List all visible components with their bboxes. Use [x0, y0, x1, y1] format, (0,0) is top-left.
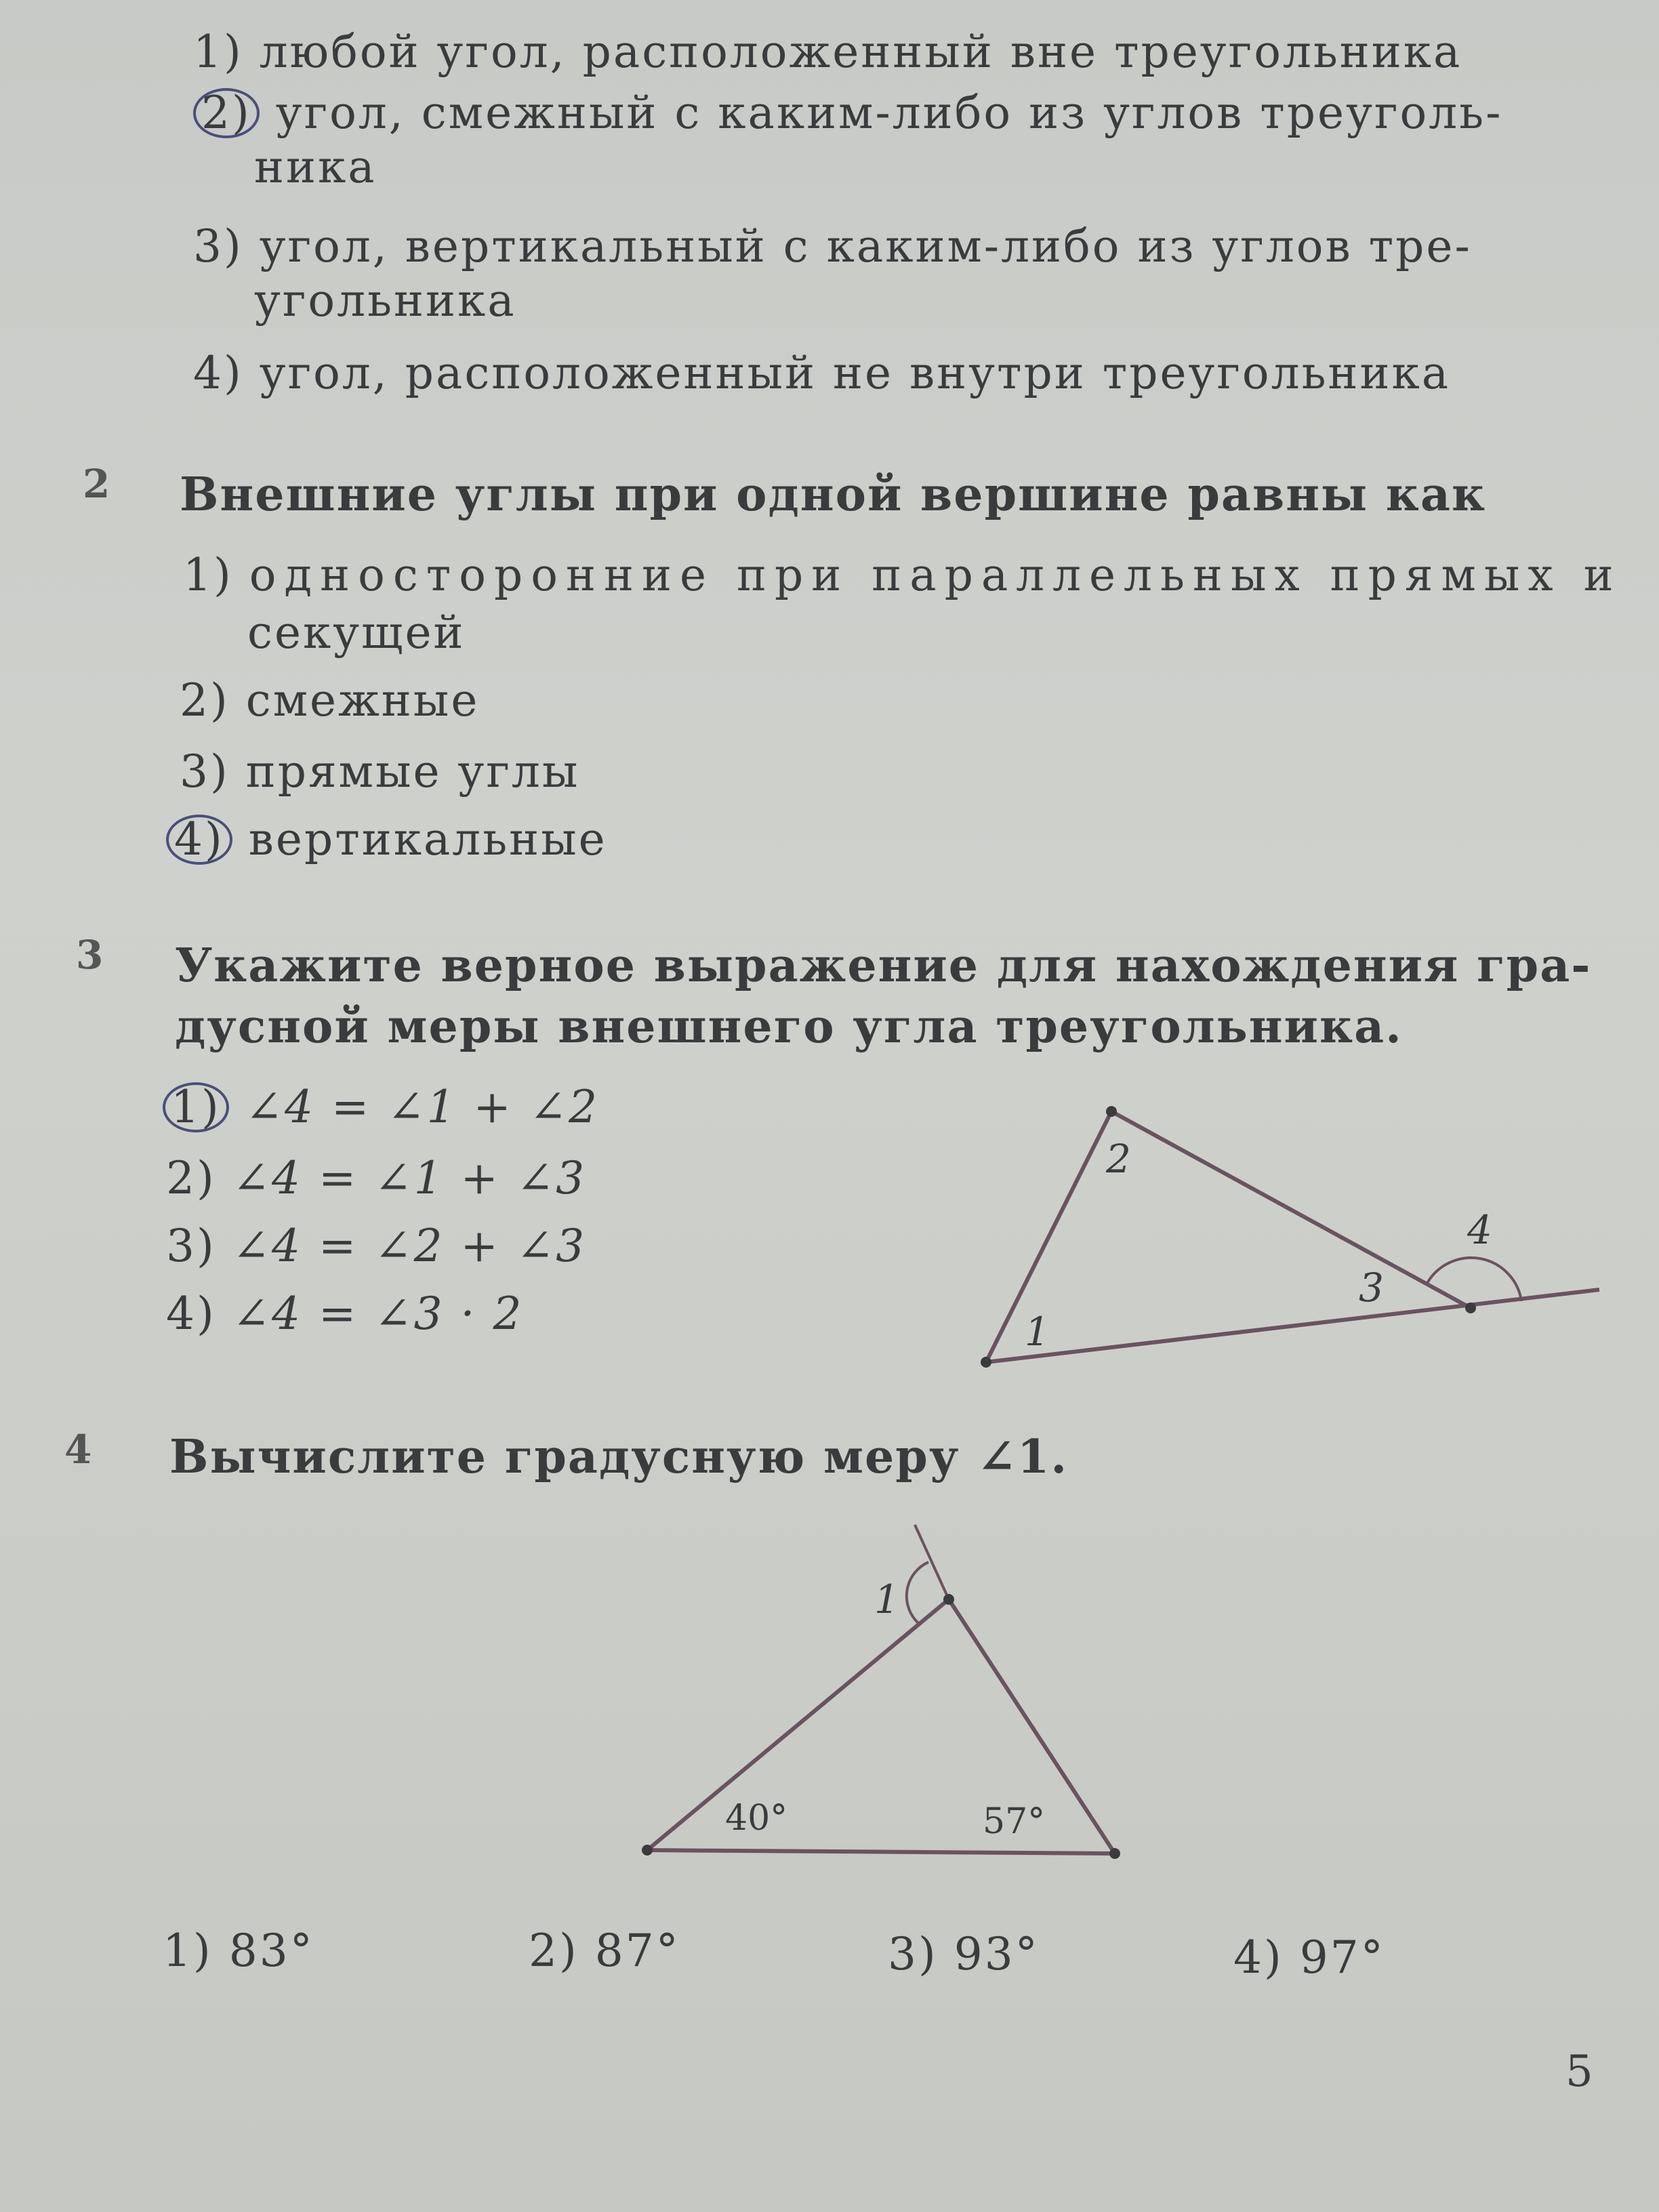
- q4-answer-1: [163, 1925, 314, 1977]
- q2-option-3-text: прямые углы: [245, 745, 580, 798]
- q4-label-57: 57°: [983, 1801, 1046, 1842]
- q1-option-3-text: угол, вертикальный с каким-либо из углов тре-: [259, 220, 1472, 272]
- q2-option-4: [166, 813, 607, 865]
- q1-option-1-text: любой угол, расположенный вне треугольника: [259, 26, 1462, 78]
- q3-question-line1: Укажите верное выражение для нахождения гра-: [175, 939, 1592, 993]
- q3-option-2-text: ∠4 = ∠1 + ∠3: [232, 1152, 587, 1204]
- q4-question: Вычислите градусную меру ∠1.: [169, 1430, 1068, 1484]
- q4-vertex-top: [943, 1594, 954, 1605]
- q4-answer-3-text: 93°: [954, 1928, 1040, 1980]
- q2-option-3-num: 3): [180, 745, 230, 798]
- q3-option-3: [166, 1220, 586, 1272]
- q4-vertex-right: [1109, 1848, 1120, 1859]
- q3-label-3: 3: [1359, 1265, 1384, 1311]
- q3-option-2-num: 2): [166, 1152, 216, 1204]
- q1-option-4: [193, 347, 1450, 399]
- q4-angle-1-arc: [907, 1562, 928, 1623]
- q4-answer-2-text: 87°: [594, 1925, 680, 1977]
- q1-option-4-text: угол, расположенный не внутри треугольника: [259, 347, 1451, 399]
- q1-option-3-cont: угольника: [254, 274, 516, 327]
- q1-option-1-num: 1): [193, 26, 243, 78]
- q4-answer-4-text: 97°: [1299, 1931, 1385, 1984]
- q3-angle-4-arc: [1427, 1258, 1521, 1301]
- q3-base-extended: [986, 1290, 1599, 1362]
- q3-vertex-3: [1465, 1303, 1476, 1313]
- q2-option-4-text: вертикальные: [248, 813, 607, 865]
- q1-option-4-num: 4): [193, 347, 243, 399]
- q2-option-1: [183, 549, 1622, 601]
- q2-option-3: [180, 745, 579, 798]
- q2-question: Внешние углы при одной вершине равны как: [180, 468, 1487, 522]
- q2-option-1-cont: секущей: [247, 607, 466, 659]
- q3-option-1: [163, 1081, 599, 1133]
- q2-option-2: [180, 674, 479, 726]
- q3-vertex-1: [981, 1357, 991, 1368]
- q4-answer-1-num: 1): [163, 1925, 213, 1977]
- q3-number: 3: [76, 932, 104, 978]
- q4-answer-2-num: 2): [529, 1925, 579, 1977]
- q4-answer-4-num: 4): [1233, 1931, 1284, 1984]
- q3-triangle-figure: [949, 1084, 1626, 1389]
- q2-option-2-num: 2): [180, 674, 230, 726]
- q4-base: [647, 1850, 1115, 1853]
- q4-answer-1-text: 83°: [228, 1925, 314, 1977]
- q1-option-2: [193, 87, 1502, 139]
- q4-side-left: [647, 1599, 949, 1850]
- q2-option-1-num: 1): [183, 549, 233, 601]
- q4-label-40: 40°: [725, 1798, 788, 1839]
- q2-number: 2: [83, 461, 110, 507]
- q4-answer-2: [529, 1925, 680, 1977]
- q1-option-2-cont: ника: [254, 141, 377, 193]
- q4-answer-3-num: 3): [888, 1928, 938, 1980]
- q1-option-3: [193, 220, 1472, 272]
- q4-extension-line: [915, 1525, 949, 1599]
- q3-option-1-text: ∠4 = ∠1 + ∠2: [245, 1081, 600, 1133]
- q3-option-2: [166, 1152, 586, 1204]
- q3-label-1: 1: [1025, 1309, 1050, 1355]
- q2-option-1-text: односторонние при параллельных прямых и: [249, 549, 1622, 601]
- q1-option-3-num: 3): [193, 220, 243, 272]
- q2-option-2-text: смежные: [245, 674, 480, 726]
- q4-answer-4: [1233, 1931, 1385, 1984]
- q3-vertex-2: [1106, 1106, 1117, 1117]
- q4-answer-3: [888, 1928, 1040, 1980]
- q3-label-2: 2: [1106, 1136, 1131, 1182]
- q3-option-4: [166, 1288, 524, 1340]
- q4-number: 4: [64, 1427, 92, 1473]
- q3-option-3-text: ∠4 = ∠2 + ∠3: [232, 1220, 587, 1272]
- q3-option-1-num: 1): [163, 1082, 229, 1132]
- q4-label-1: 1: [874, 1576, 899, 1622]
- q1-option-1: [193, 26, 1462, 78]
- q2-option-4-num: 4): [166, 815, 232, 865]
- q1-option-2-text: угол, смежный с каким-либо из углов треуголь-: [275, 87, 1503, 139]
- q4-vertex-left: [642, 1845, 653, 1856]
- q3-option-4-text: ∠4 = ∠3 · 2: [232, 1288, 524, 1340]
- q3-label-4: 4: [1467, 1207, 1492, 1253]
- q3-option-4-num: 4): [166, 1288, 216, 1340]
- q4-triangle-figure: [610, 1511, 1152, 1877]
- q1-option-2-num: 2): [193, 88, 260, 138]
- page-number: 5: [1565, 2047, 1593, 2097]
- q3-option-3-num: 3): [166, 1220, 216, 1272]
- q3-question-line2: дусной меры внешнего угла треугольника.: [175, 1000, 1403, 1054]
- q3-side-right: [1111, 1111, 1471, 1308]
